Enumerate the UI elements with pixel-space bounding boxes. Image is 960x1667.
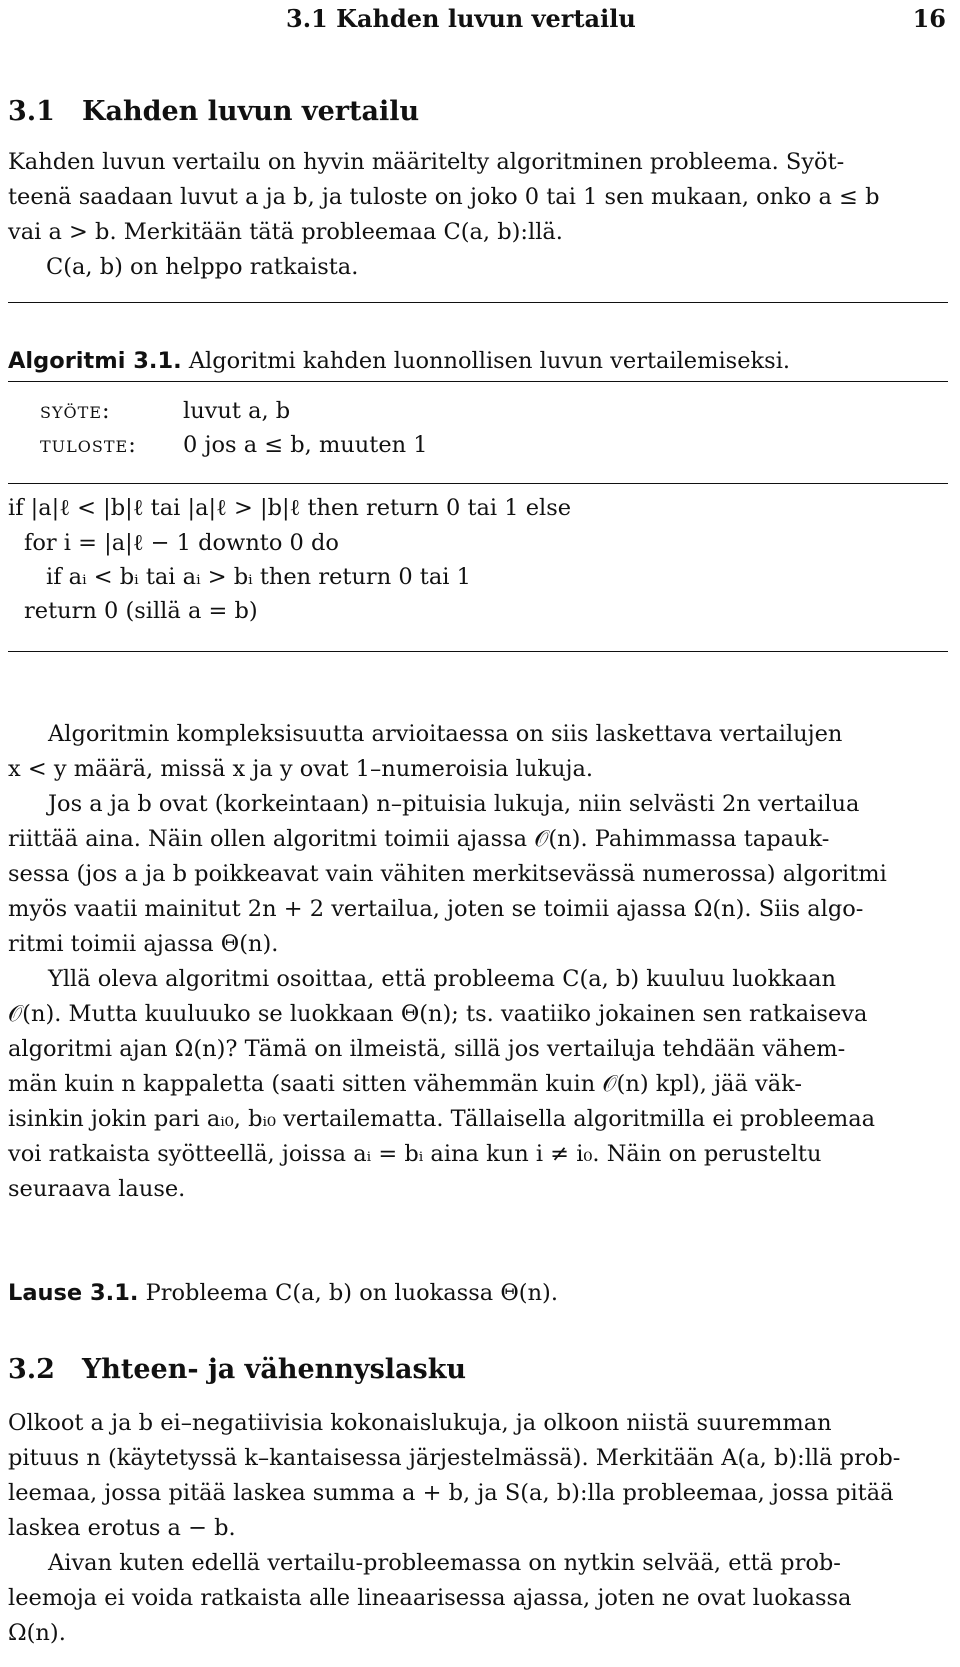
theorem-label: Lause 3.1. [8,1280,139,1306]
output-label: tuloste: [40,432,137,458]
algorithm-code-rule [8,483,948,484]
algorithm-output [40,432,428,458]
text-line: sessa (jos a ja b poikkeavat vain vähiten merkitsevässä numerossa) algoritmi [8,861,887,887]
text-line: Yllä oleva algoritmi osoittaa, että probleema C(a, b) kuuluu luokkaan [48,966,837,992]
section-title: Kahden luvun vertailu [82,96,420,127]
text-line: vai a > b. Merkitään tätä probleemaa C(a, b):llä. [8,219,563,245]
section-number: 3.1 [8,96,55,127]
text-line: teenä saadaan luvut a ja b, ja tuloste on joko 0 tai 1 sen mukaan, onko a ≤ b [8,184,880,210]
text-line: seuraava lause. [8,1176,186,1202]
section-heading [8,96,419,127]
text-line: män kuin n kappaletta (saati sitten vähemmän kuin 𝒪(n) kpl), jää väk- [8,1071,802,1097]
analysis-paragraphs [8,717,948,1217]
input-value: luvut a, b [183,398,291,424]
text-line: Ω(n). [8,1620,66,1646]
algorithm-top-rule [8,302,948,303]
section-heading [8,1354,466,1385]
code-line: if |a|ℓ < |b|ℓ tai |a|ℓ > |b|ℓ then return 0 tai 1 else [8,495,572,521]
text-line: laskea erotus a − b. [8,1515,236,1541]
section-title: Yhteen- ja vähennyslasku [82,1354,467,1385]
text-line: pituus n (käytetyssä k–kantaisessa järjestelmässä). Merkitään A(a, b):llä prob- [8,1445,901,1471]
text-line: 𝒪(n). Mutta kuuluuko se luokkaan Θ(n); ts. vaatiiko jokainen sen ratkaiseva [8,1001,868,1027]
algorithm-caption-text: Algoritmi kahden luonnollisen luvun vertailemiseksi. [188,348,791,374]
section-2-paragraphs [8,1406,948,1656]
algorithm-bottom-rule [8,651,948,652]
theorem-text: Probleema C(a, b) on luokassa Θ(n). [145,1280,558,1306]
text-line: myös vaatii mainitut 2n + 2 vertailua, joten se toimii ajassa Ω(n). Siis algo- [8,896,864,922]
algorithm-label: Algoritmi 3.1. [8,348,182,374]
algorithm-io-rule [8,381,948,382]
text-line: Jos a ja b ovat (korkeintaan) n–pituisia lukuja, niin selvästi 2n vertailua [48,791,860,817]
theorem [8,1280,558,1306]
text-line: riittää aina. Näin ollen algoritmi toimii ajassa 𝒪(n). Pahimmassa tapauk- [8,826,830,852]
text-line: voi ratkaista syötteellä, joissa aᵢ = bᵢ aina kun i ≠ i₀. Näin on perusteltu [8,1141,822,1167]
output-value: 0 jos a ≤ b, muuten 1 [183,432,428,458]
text-line: isinkin jokin pari aᵢ₀, bᵢ₀ vertailematta. Tällaisella algoritmilla ei probleemaa [8,1106,876,1132]
code-line: for i = |a|ℓ − 1 downto 0 do [24,530,339,556]
intro-paragraph [8,145,948,285]
text-line: Olkoot a ja b ei–negatiivisia kokonaislukuja, ja olkoon niistä suuremman [8,1410,832,1436]
running-header [286,4,946,33]
page-number: 16 [912,4,946,33]
text-line: C(a, b) on helppo ratkaista. [46,254,359,280]
algorithm-input [40,398,290,424]
input-label: syöte: [40,398,111,424]
section-number: 3.2 [8,1354,55,1385]
text-line: leemoja ei voida ratkaista alle lineaarisessa ajassa, joten ne ovat luokassa [8,1585,852,1611]
text-line: x < y määrä, missä x ja y ovat 1–numeroisia lukuja. [8,756,594,782]
text-line: Aivan kuten edellä vertailu-probleemassa on nytkin selvää, että prob- [48,1550,841,1576]
algorithm-caption [8,348,790,374]
code-line: return 0 (sillä a = b) [24,598,258,624]
text-line: ritmi toimii ajassa Θ(n). [8,931,279,957]
text-line: leemaa, jossa pitää laskea summa a + b, ja S(a, b):lla probleemaa, jossa pitää [8,1480,894,1506]
text-line: algoritmi ajan Ω(n)? Tämä on ilmeistä, sillä jos vertailuja tehdään vähem- [8,1036,846,1062]
text-line: Algoritmin kompleksisuutta arvioitaessa on siis laskettava vertailujen [48,721,843,747]
text-line: Kahden luvun vertailu on hyvin määritelty algoritminen probleema. Syöt- [8,149,845,175]
code-line: if aᵢ < bᵢ tai aᵢ > bᵢ then return 0 tai 1 [46,564,471,590]
running-header-title: 3.1 Kahden luvun vertailu [286,4,636,33]
